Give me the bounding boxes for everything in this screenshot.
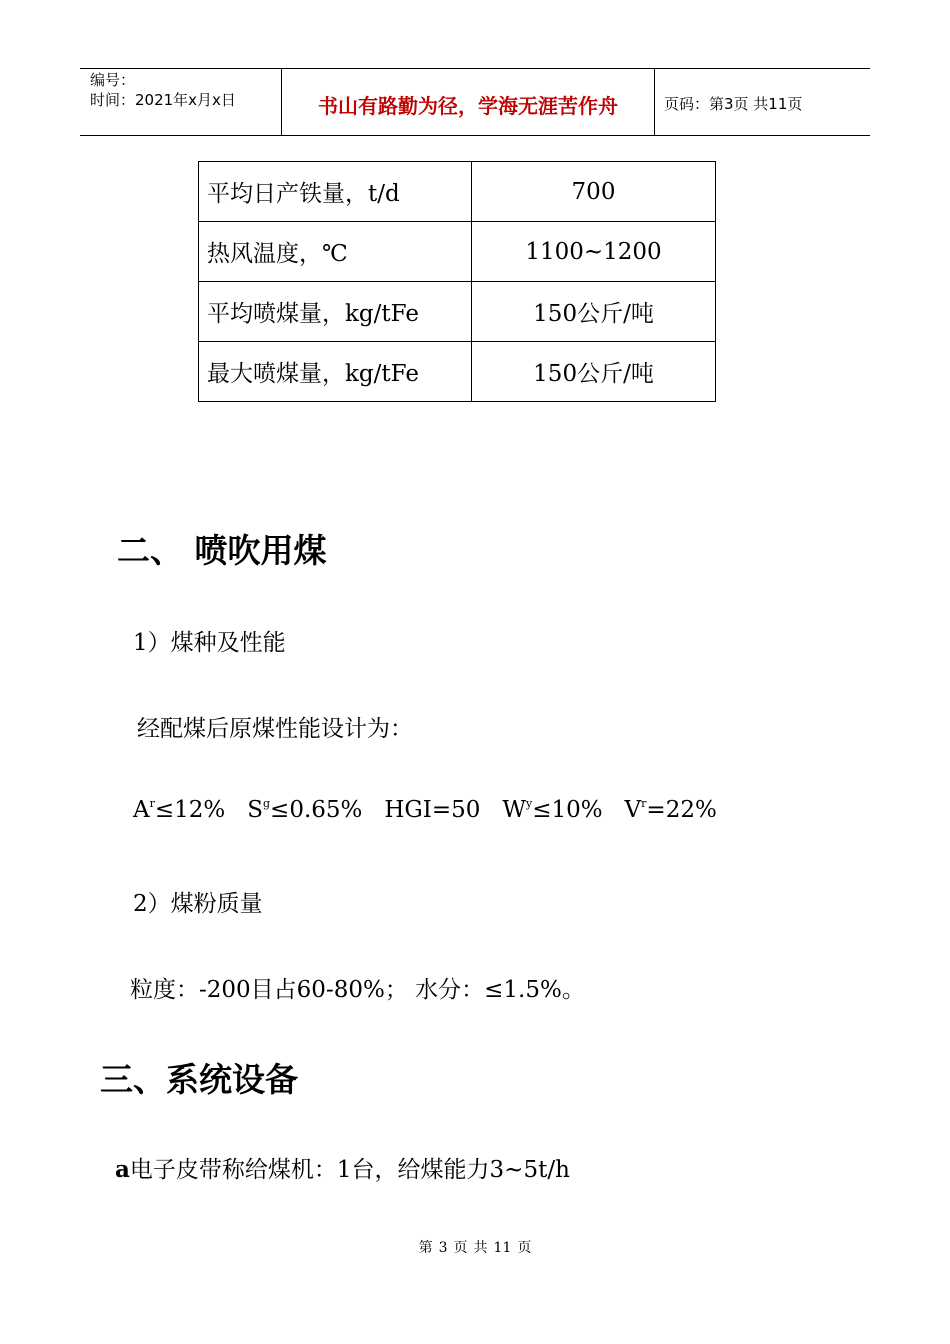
table-cell-name: 热风温度，℃ [199, 222, 472, 282]
section-2-subheading-1: 1）煤种及性能 [133, 630, 286, 656]
table-cell-value: 700 [472, 162, 716, 222]
prop-s: $S^g\le 0.65\%$ [247, 797, 363, 823]
section-2-intro: 经配煤后原煤性能设计为： [137, 716, 413, 742]
header-meta [90, 70, 236, 110]
coal-powder-quality: 粒度：-200目占60-80%； 水分：≤1.5%。 [130, 977, 585, 1003]
item-a-text: 电子皮带称给煤机：1台，给煤能力3~5t/h [129, 1157, 570, 1183]
table-cell-value: 150公斤/吨 [472, 342, 716, 402]
section-2-subheading-2: 2）煤粉质量 [133, 891, 263, 917]
prop-a: $A^r\le 12\%$ [133, 797, 226, 823]
item-a-marker: a [115, 1156, 130, 1183]
header-bottom-rule [80, 135, 870, 136]
section-2-title: 二、 喷吹用煤 [117, 531, 327, 570]
header-number-label: 编号： [90, 71, 136, 89]
table-row [199, 222, 716, 282]
table-cell-name: 平均喷煤量，kg/tFe [199, 282, 472, 342]
table-cell-name: 最大喷煤量，kg/tFe [199, 342, 472, 402]
page-footer: 第 3 页 共 11 页 [418, 1240, 532, 1256]
table-cell-name: 平均日产铁量，t/d [199, 162, 472, 222]
header-time-label: 时间：2021年x月x日 [90, 91, 236, 109]
footer-page-number: 3 [438, 1240, 448, 1256]
header-divider-right [654, 68, 655, 135]
table-row [199, 162, 716, 222]
footer-total-pages: 11 [493, 1240, 512, 1256]
section-3-title: 三、系统设备 [100, 1060, 298, 1099]
header-top-rule [80, 68, 870, 69]
parameter-table [198, 161, 716, 402]
prop-w: $W^y\le 10\%$ [502, 797, 603, 823]
prop-v: $V^r=22\%$ [624, 797, 717, 823]
prop-hgi: HGI=50 [384, 797, 481, 823]
header-motto: 书山有路勤为径，学海无涯苦作舟 [318, 94, 618, 118]
table-cell-value: 1100~1200 [472, 222, 716, 282]
table-row [199, 282, 716, 342]
coal-properties-line [133, 797, 717, 823]
table-cell-value: 150公斤/吨 [472, 282, 716, 342]
table-row [199, 342, 716, 402]
equipment-item-a [115, 1151, 570, 1184]
header-page-info: 页码：第3页 共11页 [664, 95, 803, 113]
